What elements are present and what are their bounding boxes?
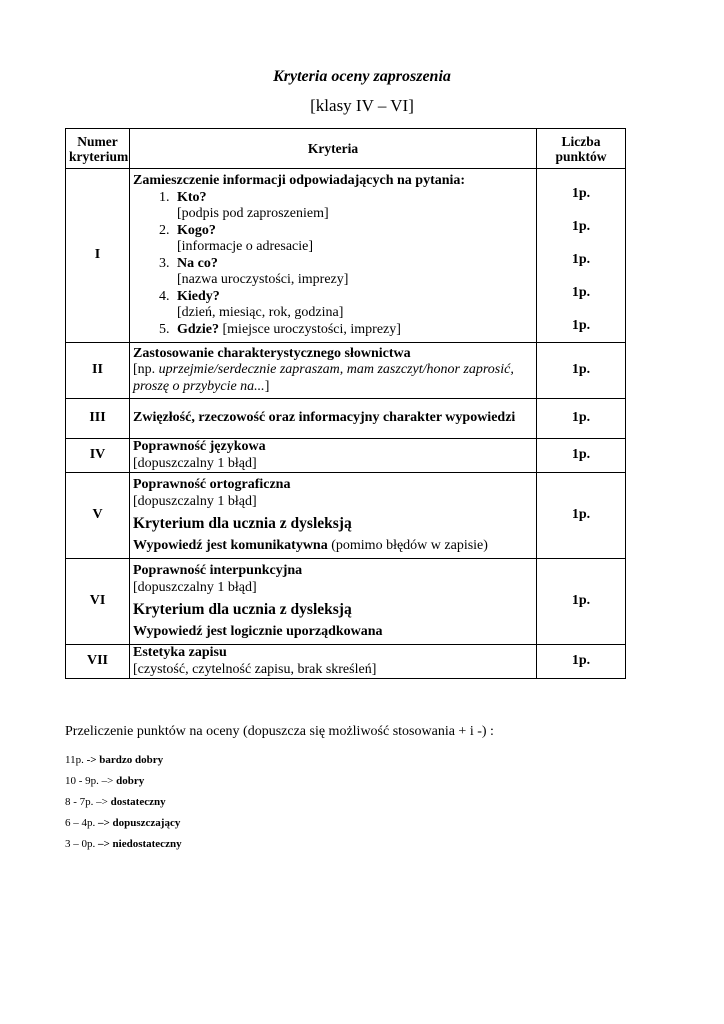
criterion-number: VI — [66, 559, 130, 645]
criterion-number: V — [66, 473, 130, 559]
criterion-number: IV — [66, 439, 130, 473]
criterion-points: 1p. 1p. 1p. 1p. 1p. — [537, 169, 626, 343]
criterion-description: Estetyka zapisu [czystość, czytelność zapisu, brak skreśleń] — [130, 645, 537, 679]
criterion-number: II — [66, 343, 130, 399]
criterion-description: Poprawność językowa [dopuszczalny 1 błąd] — [130, 439, 537, 473]
dyslexia-note: Kryterium dla ucznia z dysleksją — [133, 601, 352, 618]
list-item: 5. Gdzie? [miejsce uroczystości, imprezy] — [173, 322, 533, 339]
criterion-points: 1p. — [537, 645, 626, 679]
header-points: Liczba punktów — [537, 129, 626, 169]
header-num: Numer kryterium — [66, 129, 130, 169]
grade-scale — [65, 750, 182, 855]
dyslexia-note: Kryterium dla ucznia z dysleksją — [133, 515, 352, 532]
list-item: 6 – 4p. –> dopuszczający — [65, 817, 181, 829]
conversion-intro: Przeliczenie punktów na oceny (dopuszcza się możliwość stosowania + i -) : — [65, 724, 494, 739]
list-item: 10 - 9p. –> dobry — [65, 775, 145, 787]
table-row — [66, 645, 626, 679]
header-criteria: Kryteria — [130, 129, 537, 169]
criterion-heading: Zamieszczenie informacji odpowiadających na pytania: — [133, 173, 466, 188]
table-row — [66, 559, 626, 645]
table-header-row — [66, 129, 626, 169]
criterion-description: Poprawność ortograficzna [dopuszczalny 1 błąd] Kryterium dla ucznia z dysleksją Wypowiedź jest komunikatywna (pomimo błędów w zapisie) — [130, 473, 537, 559]
list-item: 8 - 7p. –> dostateczny — [65, 796, 166, 808]
criterion-description — [130, 169, 537, 343]
criteria-table — [65, 128, 626, 679]
criterion-description: Zwięzłość, rzeczowość oraz informacyjny charakter wypowiedzi — [130, 399, 537, 439]
document-title: Kryteria oceny zaproszenia — [273, 68, 451, 85]
document-subtitle: [klasy IV – VI] — [310, 96, 414, 115]
criterion-points: 1p. — [537, 399, 626, 439]
criterion-description: Poprawność interpunkcyjna [dopuszczalny 1 błąd] Kryterium dla ucznia z dysleksją Wypowiedź jest logicznie uporządkowana — [130, 559, 537, 645]
list-item: 1. Kto? [podpis pod zaproszeniem] — [173, 190, 533, 223]
criterion-points: 1p. — [537, 343, 626, 399]
table-row — [66, 473, 626, 559]
list-item: 11p. -> bardzo dobry — [65, 754, 164, 766]
criterion-number: III — [66, 399, 130, 439]
table-row — [66, 399, 626, 439]
table-row — [66, 439, 626, 473]
list-item: 2. Kogo? [informacje o adresacie] — [173, 223, 533, 256]
criterion-points: 1p. — [537, 473, 626, 559]
list-item: 3 – 0p. –> niedostateczny — [65, 838, 182, 850]
criterion-points: 1p. — [537, 559, 626, 645]
list-item: 4. Kiedy? [dzień, miesiąc, rok, godzina] — [173, 289, 533, 322]
table-row — [66, 169, 626, 343]
question-list — [133, 190, 533, 339]
criterion-description: Zastosowanie charakterystycznego słownictwa [np. uprzejmie/serdecznie zapraszam, mam zaszczyt/honor zaprosić, proszę o przybycie na...] — [130, 343, 537, 399]
criterion-points: 1p. — [537, 439, 626, 473]
list-item: 3. Na co? [nazwa uroczystości, imprezy] — [173, 256, 533, 289]
table-row — [66, 343, 626, 399]
criterion-number: VII — [66, 645, 130, 679]
criterion-number: I — [66, 169, 130, 343]
